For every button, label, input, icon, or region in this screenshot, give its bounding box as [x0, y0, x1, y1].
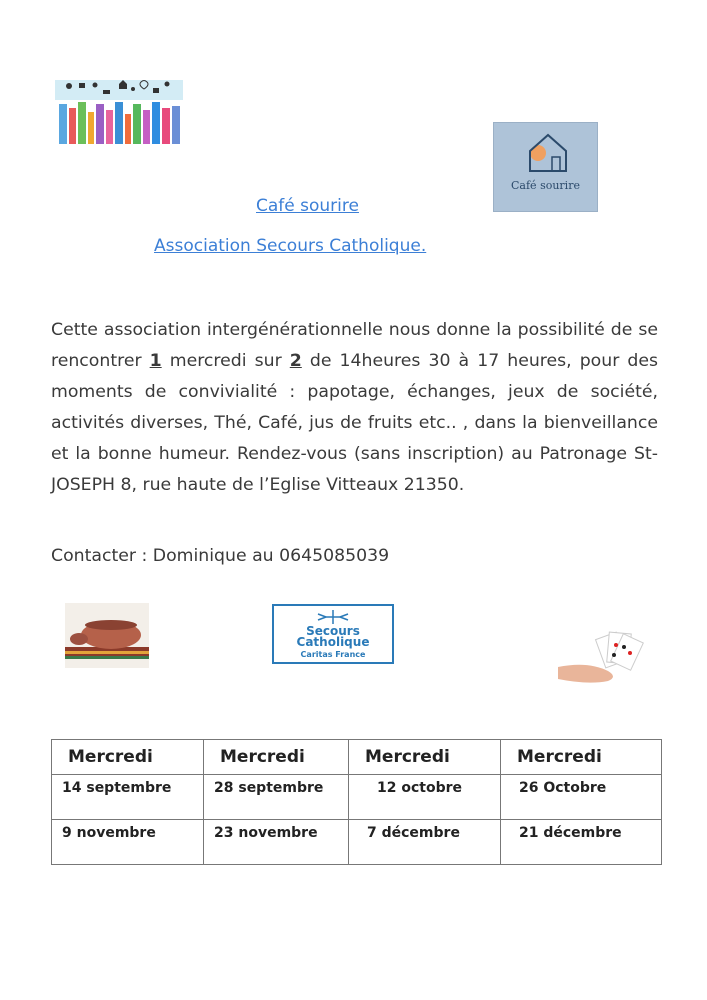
cafe-logo-label: Café sourire: [511, 179, 580, 192]
contact-line: Contacter : Dominique au 0645085039: [51, 546, 390, 566]
header-cell: Mercredi: [349, 740, 501, 775]
schedule-header-row: [52, 740, 662, 775]
clay-pot-photo: [65, 603, 149, 668]
date-cell: 14 septembre: [52, 775, 204, 820]
header-cell: Mercredi: [52, 740, 204, 775]
hand-with-cards-photo: [556, 627, 646, 692]
frequency-number-1: 1: [149, 351, 162, 371]
para-part-1: Cette association intergénérationnelle nous donne la possibilité de se rencontrer: [51, 320, 658, 371]
date-cell: 21 décembre: [501, 820, 662, 865]
page-title: Café sourire: [256, 196, 359, 216]
header-cell: Mercredi: [501, 740, 662, 775]
date-cell: 26 Octobre: [501, 775, 662, 820]
secours-catholique-logo: [272, 604, 394, 664]
page-subtitle: Association Secours Catholique.: [154, 236, 427, 256]
date-cell: 9 novembre: [52, 820, 204, 865]
para-part-3: de 14heures 30 à 17 heures, pour des moments de convivialité : papotage, échanges, jeux de société, activités diverses, Thé, Café, jus de fruits etc.. , dans la bienveillance et la bonne humeur. Rendez-vous (sans inscription) au Patronage St-JOSEPH 8, rue haute de l’Eglise Vitteaux 21350.: [51, 351, 658, 495]
date-cell: 12 octobre: [349, 775, 501, 820]
people-silhouettes: [59, 102, 180, 144]
cafe-sourire-logo: [493, 122, 598, 212]
header-cell: Mercredi: [204, 740, 349, 775]
secours-logo-line3: Caritas France: [300, 650, 366, 659]
date-cell: 23 novembre: [204, 820, 349, 865]
frequency-number-2: 2: [289, 351, 302, 371]
date-cell: 7 décembre: [349, 820, 501, 865]
intergenerational-people-logo: [55, 72, 185, 152]
date-cell: 28 septembre: [204, 775, 349, 820]
house-sun-icon: [494, 123, 597, 179]
secours-logo-line1: Secours: [306, 624, 360, 638]
description-paragraph: [51, 315, 658, 501]
para-part-2: mercredi sur: [161, 351, 290, 371]
schedule-row: [52, 820, 662, 865]
schedule-table: [51, 739, 662, 865]
schedule-row: [52, 775, 662, 820]
secours-logo-line2: Catholique: [296, 635, 370, 649]
